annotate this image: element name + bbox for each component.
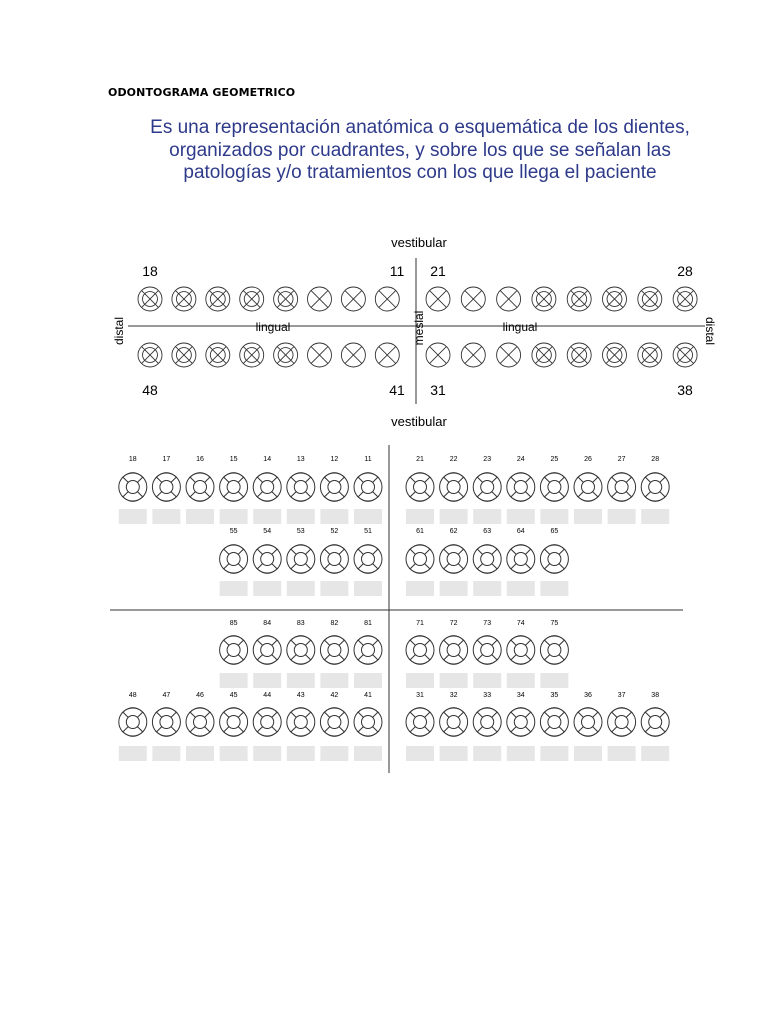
tooth-number-label: 31: [416, 692, 424, 699]
tooth-number-label: 36: [584, 692, 592, 699]
schematic-tooth[interactable]: [603, 287, 627, 311]
tooth-annotation-box[interactable]: [253, 673, 281, 688]
tooth-number-label: 12: [330, 456, 339, 463]
tooth-number-label: 34: [516, 692, 525, 699]
tooth-annotation-box[interactable]: [473, 746, 501, 761]
tooth-annotation-box[interactable]: [253, 746, 281, 761]
tooth-annotation-box[interactable]: [440, 673, 468, 688]
schematic-tooth[interactable]: [426, 343, 450, 367]
geometric-tooth[interactable]: [354, 545, 382, 574]
schematic-tooth[interactable]: [172, 343, 196, 367]
tooth-annotation-box[interactable]: [507, 509, 535, 524]
geometric-tooth[interactable]: [608, 473, 636, 502]
tooth-number-label: 32: [449, 692, 458, 699]
schematic-tooth[interactable]: [375, 343, 399, 367]
tooth-number-label: 22: [449, 456, 458, 463]
geometric-tooth[interactable]: [119, 708, 147, 737]
geometric-tooth[interactable]: [287, 473, 315, 502]
tooth-annotation-box[interactable]: [540, 746, 568, 761]
tooth-annotation-box[interactable]: [406, 673, 434, 688]
schematic-tooth[interactable]: [497, 343, 521, 367]
tooth-annotation-box[interactable]: [320, 673, 348, 688]
tooth-number-label: 17: [162, 456, 171, 463]
schematic-tooth[interactable]: [206, 287, 230, 311]
schematic-tooth[interactable]: [138, 287, 162, 311]
tooth-annotation-box[interactable]: [354, 509, 382, 524]
tooth-number-label: 16: [196, 456, 204, 463]
geometric-tooth[interactable]: [320, 708, 348, 737]
geometric-tooth[interactable]: [354, 473, 382, 502]
tooth-annotation-box[interactable]: [574, 746, 602, 761]
tooth-number-label: 47: [162, 692, 171, 699]
tooth-annotation-box[interactable]: [641, 746, 669, 761]
schematic-odontogram: [112, 235, 717, 429]
schematic-tooth[interactable]: [341, 287, 365, 311]
tooth-number-label: 42: [330, 692, 339, 699]
geometric-tooth[interactable]: [440, 708, 468, 737]
geometric-tooth[interactable]: [507, 473, 535, 502]
schematic-tooth[interactable]: [567, 287, 591, 311]
tooth-annotation-box[interactable]: [119, 746, 147, 761]
tooth-annotation-box[interactable]: [507, 673, 535, 688]
geometric-tooth[interactable]: [287, 708, 315, 737]
geometric-tooth[interactable]: [354, 708, 382, 737]
tooth-number-label: 48: [128, 692, 137, 699]
tooth-number-label: 74: [516, 620, 525, 627]
schematic-tooth[interactable]: [341, 343, 365, 367]
schematic-tooth[interactable]: [240, 343, 264, 367]
intro-paragraph: Es una representación anatómica o esquemática de los dientes, organizados por cuadrantes, y sobre los que se señalan las patologías y/o tratamientos con los que llega el paciente: [150, 117, 690, 183]
tooth-number-label: 64: [516, 528, 525, 535]
geometric-tooth[interactable]: [406, 708, 434, 737]
tooth-number-label: 81: [364, 620, 372, 627]
schematic-tooth[interactable]: [532, 287, 556, 311]
geometric-tooth[interactable]: [152, 473, 180, 502]
tooth-number-label: 25: [550, 456, 559, 463]
tooth-number-label: 65: [550, 528, 559, 535]
schematic-tooth[interactable]: [206, 343, 230, 367]
tooth-number-label: 62: [449, 528, 458, 535]
tooth-number-31: 31: [430, 382, 446, 398]
tooth-number-label: 28: [651, 456, 660, 463]
tooth-number-label: 43: [296, 692, 305, 699]
tooth-number-label: 11: [364, 456, 372, 463]
tooth-number-label: 53: [296, 528, 305, 535]
tooth-annotation-box[interactable]: [440, 746, 468, 761]
geometric-tooth[interactable]: [540, 545, 568, 574]
tooth-annotation-box[interactable]: [354, 673, 382, 688]
geometric-tooth[interactable]: [406, 545, 434, 574]
geometric-tooth[interactable]: [507, 708, 535, 737]
tooth-annotation-box[interactable]: [220, 581, 248, 596]
tooth-annotation-box[interactable]: [406, 581, 434, 596]
tooth-number-label: 55: [229, 528, 238, 535]
tooth-annotation-box[interactable]: [354, 746, 382, 761]
tooth-number-label: 46: [196, 692, 204, 699]
schematic-tooth[interactable]: [172, 287, 196, 311]
geometric-tooth[interactable]: [320, 545, 348, 574]
tooth-number-28: 28: [677, 263, 693, 279]
schematic-tooth[interactable]: [673, 287, 697, 311]
tooth-number-label: 82: [330, 620, 339, 627]
tooth-annotation-box[interactable]: [287, 581, 315, 596]
tooth-number-label: 33: [483, 692, 492, 699]
tooth-annotation-box[interactable]: [507, 746, 535, 761]
schematic-tooth[interactable]: [532, 343, 556, 367]
tooth-number-label: 44: [263, 692, 272, 699]
tooth-number-label: 71: [416, 620, 424, 627]
tooth-annotation-box[interactable]: [608, 509, 636, 524]
schematic-tooth[interactable]: [308, 287, 332, 311]
geometric-tooth[interactable]: [540, 473, 568, 502]
tooth-annotation-box[interactable]: [440, 581, 468, 596]
tooth-number-label: 35: [550, 692, 559, 699]
schematic-tooth[interactable]: [567, 343, 591, 367]
tooth-number-label: 27: [617, 456, 626, 463]
tooth-annotation-box[interactable]: [152, 746, 180, 761]
tooth-annotation-box[interactable]: [320, 509, 348, 524]
geometric-tooth[interactable]: [220, 473, 248, 502]
tooth-number-label: 41: [364, 692, 372, 699]
tooth-annotation-box[interactable]: [119, 509, 147, 524]
geometric-tooth[interactable]: [473, 636, 501, 665]
tooth-number-label: 83: [296, 620, 305, 627]
tooth-annotation-box[interactable]: [287, 509, 315, 524]
tooth-number-label: 21: [416, 456, 424, 463]
tooth-number-label: 61: [416, 528, 424, 535]
geometric-tooth[interactable]: [253, 636, 281, 665]
geometric-tooth[interactable]: [473, 708, 501, 737]
tooth-number-label: 45: [229, 692, 238, 699]
geometric-tooth[interactable]: [119, 473, 147, 502]
schematic-tooth[interactable]: [240, 287, 264, 311]
tooth-number-label: 13: [296, 456, 305, 463]
schematic-tooth[interactable]: [426, 287, 450, 311]
schematic-tooth[interactable]: [603, 343, 627, 367]
geometric-tooth[interactable]: [540, 636, 568, 665]
geometric-tooth[interactable]: [320, 473, 348, 502]
tooth-number-label: 84: [263, 620, 272, 627]
page-heading: ODONTOGRAMA GEOMETRICO: [108, 86, 296, 99]
tooth-annotation-box[interactable]: [220, 509, 248, 524]
schematic-tooth[interactable]: [274, 287, 298, 311]
geometric-tooth[interactable]: [152, 708, 180, 737]
geometric-tooth[interactable]: [220, 708, 248, 737]
tooth-annotation-box[interactable]: [440, 509, 468, 524]
geometric-tooth[interactable]: [507, 545, 535, 574]
tooth-number-label: 24: [516, 456, 525, 463]
tooth-number-label: 72: [449, 620, 458, 627]
tooth-annotation-box[interactable]: [320, 746, 348, 761]
tooth-annotation-box[interactable]: [220, 673, 248, 688]
geometric-tooth[interactable]: [406, 636, 434, 665]
geometric-tooth[interactable]: [320, 636, 348, 665]
tooth-number-18: 18: [142, 263, 158, 279]
schematic-tooth[interactable]: [497, 287, 521, 311]
tooth-annotation-box[interactable]: [540, 673, 568, 688]
geometric-tooth[interactable]: [287, 545, 315, 574]
tooth-annotation-box[interactable]: [473, 673, 501, 688]
tooth-number-21: 21: [430, 263, 446, 279]
geometric-tooth[interactable]: [473, 545, 501, 574]
tooth-annotation-box[interactable]: [186, 746, 214, 761]
geometric-tooth[interactable]: [186, 473, 214, 502]
schematic-center-label: mesial: [412, 310, 426, 346]
tooth-number-label: 52: [330, 528, 339, 535]
geometric-tooth[interactable]: [253, 473, 281, 502]
tooth-annotation-box[interactable]: [641, 509, 669, 524]
geometric-tooth[interactable]: [186, 708, 214, 737]
tooth-annotation-box[interactable]: [220, 746, 248, 761]
tooth-number-label: 38: [651, 692, 660, 699]
geometric-tooth[interactable]: [473, 473, 501, 502]
schematic-tooth[interactable]: [638, 287, 662, 311]
schematic-tooth[interactable]: [673, 343, 697, 367]
tooth-annotation-box[interactable]: [574, 509, 602, 524]
geometric-tooth[interactable]: [406, 473, 434, 502]
tooth-annotation-box[interactable]: [253, 581, 281, 596]
tooth-annotation-box[interactable]: [320, 581, 348, 596]
tooth-annotation-box[interactable]: [186, 509, 214, 524]
tooth-number-label: 63: [483, 528, 492, 535]
schematic-bottom-label: vestibular: [391, 414, 447, 429]
geometric-tooth[interactable]: [574, 473, 602, 502]
schematic-tooth[interactable]: [375, 287, 399, 311]
geometric-tooth[interactable]: [287, 636, 315, 665]
tooth-annotation-box[interactable]: [473, 581, 501, 596]
tooth-annotation-box[interactable]: [540, 581, 568, 596]
geometric-tooth[interactable]: [253, 545, 281, 574]
tooth-number-label: 23: [483, 456, 492, 463]
tooth-number-label: 15: [229, 456, 238, 463]
tooth-annotation-box[interactable]: [507, 581, 535, 596]
geometric-odontogram: [110, 445, 683, 773]
tooth-number-label: 51: [364, 528, 372, 535]
tooth-annotation-box[interactable]: [540, 509, 568, 524]
geometric-tooth[interactable]: [440, 636, 468, 665]
geometric-tooth[interactable]: [574, 708, 602, 737]
tooth-annotation-box[interactable]: [608, 746, 636, 761]
schematic-tooth[interactable]: [138, 343, 162, 367]
tooth-annotation-box[interactable]: [473, 509, 501, 524]
tooth-annotation-box[interactable]: [287, 673, 315, 688]
schematic-lingual-left: lingual: [255, 320, 291, 334]
schematic-tooth[interactable]: [638, 343, 662, 367]
geometric-tooth[interactable]: [253, 708, 281, 737]
tooth-number-label: 75: [550, 620, 559, 627]
schematic-lingual-right: lingual: [502, 320, 538, 334]
geometric-tooth[interactable]: [440, 473, 468, 502]
tooth-number-48: 48: [142, 382, 158, 398]
geometric-tooth[interactable]: [540, 708, 568, 737]
geometric-tooth[interactable]: [440, 545, 468, 574]
tooth-number-label: 73: [483, 620, 492, 627]
tooth-number-11: 11: [389, 263, 405, 279]
geometric-tooth[interactable]: [354, 636, 382, 665]
schematic-tooth[interactable]: [274, 343, 298, 367]
schematic-tooth[interactable]: [461, 287, 485, 311]
tooth-number-label: 14: [263, 456, 272, 463]
schematic-tooth[interactable]: [461, 343, 485, 367]
geometric-tooth[interactable]: [641, 708, 669, 737]
tooth-annotation-box[interactable]: [152, 509, 180, 524]
tooth-annotation-box[interactable]: [253, 509, 281, 524]
tooth-annotation-box[interactable]: [406, 746, 434, 761]
tooth-number-label: 26: [584, 456, 592, 463]
tooth-number-41: 41: [389, 382, 405, 398]
tooth-number-label: 85: [229, 620, 238, 627]
tooth-annotation-box[interactable]: [287, 746, 315, 761]
tooth-annotation-box[interactable]: [406, 509, 434, 524]
geometric-tooth[interactable]: [507, 636, 535, 665]
tooth-number-label: 37: [617, 692, 626, 699]
tooth-number-label: 18: [128, 456, 137, 463]
geometric-tooth[interactable]: [608, 708, 636, 737]
tooth-annotation-box[interactable]: [354, 581, 382, 596]
schematic-left-label: distal: [112, 316, 126, 346]
schematic-right-label: distal: [703, 316, 717, 346]
tooth-number-label: 54: [263, 528, 272, 535]
geometric-tooth[interactable]: [220, 636, 248, 665]
geometric-tooth[interactable]: [220, 545, 248, 574]
tooth-number-38: 38: [677, 382, 693, 398]
geometric-tooth[interactable]: [641, 473, 669, 502]
schematic-tooth[interactable]: [308, 343, 332, 367]
schematic-top-label: vestibular: [391, 235, 447, 250]
